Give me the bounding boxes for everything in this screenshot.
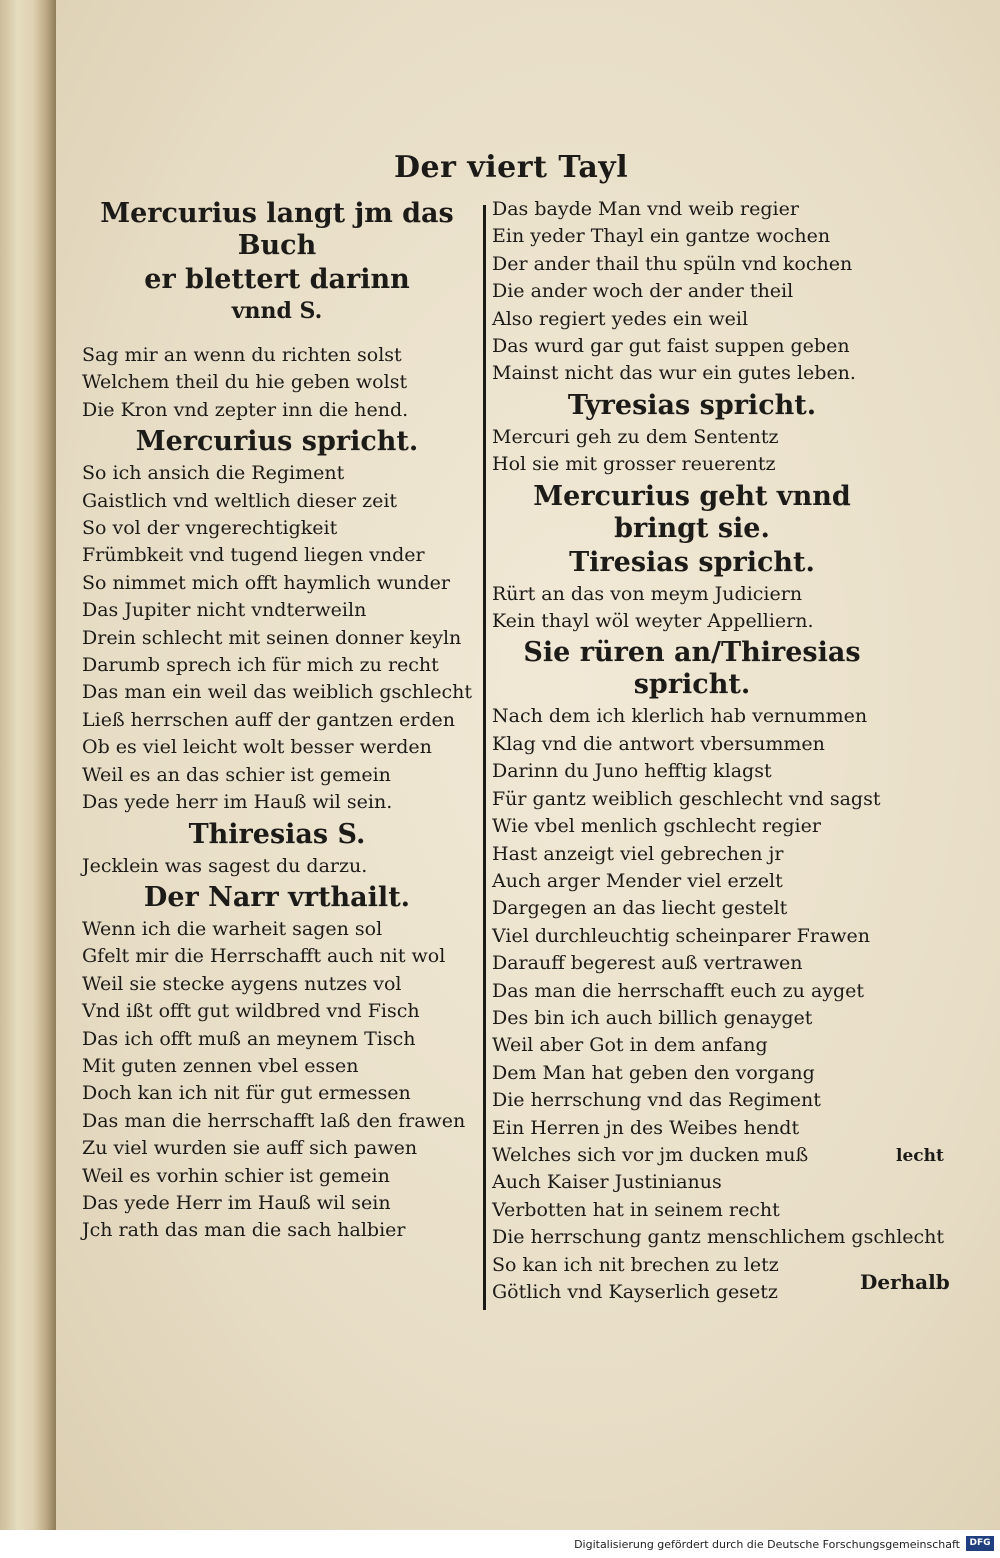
verse-line: Weil sie stecke aygens nutzes vol <box>82 972 402 995</box>
verse-line: Wenn ich die warheit sagen sol <box>82 917 383 940</box>
speaker-heading: Mercurius langt jm das Buch <box>100 198 454 261</box>
column-divider <box>483 205 486 1310</box>
verse-line: Das wurd gar gut faist suppen geben <box>492 335 850 358</box>
speaker-heading: Mercurius spricht. <box>135 426 419 458</box>
speaker-heading: vnnd S. <box>231 298 323 324</box>
verse-line: Klag vnd die antwort vbersummen <box>492 732 825 755</box>
footer-credit: Digitalisierung gefördert durch die Deutsche Forschungsgemeinschaft <box>574 1538 960 1551</box>
verse-line: Das man die herrschafft euch zu ayget <box>492 979 865 1002</box>
verse-line: Des bin ich auch billich genayget <box>492 1006 813 1029</box>
speaker-heading: Der Narr vrthailt. <box>143 881 411 913</box>
verse-line: Die Kron vnd zepter inn die hend. <box>82 398 409 421</box>
verse-line: Auch arger Mender viel erzelt <box>492 869 783 892</box>
verse-line: Die herrschung gantz menschlichem gschlecht <box>492 1226 945 1249</box>
verse-line: Verbotten hat in seinem recht <box>492 1198 780 1221</box>
footer <box>0 1530 1000 1558</box>
verse-line: Sag mir an wenn du richten solst <box>82 344 402 366</box>
speaker-heading: Tyresias spricht. <box>567 389 817 421</box>
verse-line: Drein schlecht mit seinen donner keyln <box>82 626 462 649</box>
verse-line: Dem Man hat geben den vorgang <box>492 1061 815 1084</box>
speaker-heading: Thiresias S. <box>188 818 366 850</box>
verse-line: Ob es viel leicht wolt besser werden <box>82 736 432 759</box>
verse-line: Der ander thail thu spüln vnd kochen <box>492 252 853 275</box>
verse-line: Welchem theil du hie geben wolst <box>82 371 408 394</box>
speaker-heading: Sie rüren an/Thiresias spricht. <box>523 637 861 701</box>
speaker-heading: Tiresias spricht. <box>569 546 815 578</box>
verse-line: Auch Kaiser Justinianus <box>492 1171 722 1194</box>
verse-line: Rürt an das von meym Judiciern <box>492 582 803 605</box>
verse-line: Dargegen an das liecht gestelt <box>492 897 788 920</box>
verse-line: Hol sie mit grosser reuerentz <box>492 453 776 476</box>
verse-line: Das yede Herr im Hauß wil sein <box>82 1191 391 1214</box>
verse-line: Die herrschung vnd das Regiment <box>492 1089 821 1112</box>
verse-line: Ließ herrschen auff der gantzen erden <box>82 708 455 731</box>
verse-line: Götlich vnd Kayserlich gesetz <box>492 1281 778 1303</box>
verse-line: Jecklein was sagest du darzu. <box>82 854 368 877</box>
verse-line: Zu viel wurden sie auff sich pawen <box>82 1137 418 1160</box>
verse-line: Jch rath das man die sach halbier <box>82 1219 406 1242</box>
verse-line: Kein thayl wöl weyter Appelliern. <box>492 610 814 633</box>
verse-line: Nach dem ich klerlich hab vernummen <box>492 705 868 728</box>
verse-line: Für gantz weiblich geschlecht vnd sagst <box>492 787 881 810</box>
verse-line: Darinn du Juno hefftig klagst <box>492 760 772 783</box>
verse-line: So vol der vngerechtigkeit <box>82 517 338 540</box>
margin-note: lecht <box>896 1146 944 1166</box>
verse-line: Darauff begerest auß vertrawen <box>492 952 803 975</box>
speaker-heading: Mercurius geht vnnd bringt sie. <box>533 480 851 544</box>
verse-line: Also regiert yedes ein weil <box>492 307 749 330</box>
verse-line: Das man ein weil das weiblich gschlecht <box>82 681 472 704</box>
catchword: Derhalb <box>860 1270 950 1294</box>
verse-line: Ein Herren jn des Weibes hendt <box>492 1116 800 1139</box>
spacer <box>82 330 472 342</box>
verse-line: Doch kan ich nit für gut ermessen <box>82 1082 411 1105</box>
verse-line: Das Jupiter nicht vndterweiln <box>82 599 367 622</box>
verse-line: Die ander woch der ander theil <box>492 280 794 303</box>
verse-line: Hast anzeigt viel gebrechen jr <box>492 842 784 865</box>
verse-line: Weil es an das schier ist gemein <box>82 763 391 786</box>
verse-line: Weil es vorhin schier ist gemein <box>82 1164 390 1187</box>
dfg-logo: DFG <box>966 1536 994 1551</box>
speaker-heading: er blettert darinn <box>144 264 410 295</box>
running-heading: Der viert Tayl <box>394 150 629 185</box>
verse-line: Das ich offt muß an meynem Tisch <box>82 1027 416 1050</box>
verse-line: Mit guten zennen vbel essen <box>82 1054 359 1077</box>
verse-line: Mainst nicht das wur ein gutes leben. <box>492 362 856 385</box>
left-column <box>82 196 472 1245</box>
verse-line: So kan ich nit brechen zu letz <box>492 1253 779 1276</box>
verse-line: So ich ansich die Regiment <box>82 462 345 485</box>
verse-line: Das man die herrschafft laß den frawen <box>82 1109 466 1132</box>
verse-line: Das bayde Man vnd weib regier <box>492 198 799 220</box>
verse-line: Weil aber Got in dem anfang <box>492 1034 768 1057</box>
verse-line: So nimmet mich offt haymlich wunder <box>82 571 450 594</box>
verse-line: Darumb sprech ich für mich zu recht <box>82 654 439 677</box>
verse-line: Ein yeder Thayl ein gantze wochen <box>492 225 831 248</box>
verse-line: Frümbkeit vnd tugend liegen vnder <box>82 544 425 567</box>
verse-line: Das yede herr im Hauß wil sein. <box>82 791 393 814</box>
verse-line: Mercuri geh zu dem Sententz <box>492 425 779 448</box>
verse-line: Wie vbel menlich gschlecht regier <box>492 815 821 838</box>
verse-line: Gaistlich vnd weltlich dieser zeit <box>82 489 398 512</box>
verse-line: Vnd ißt offt gut wildbred vnd Fisch <box>82 1000 420 1023</box>
verse-line: Gfelt mir die Herrschafft auch nit wol <box>82 945 446 968</box>
verse-line: Welches sich vor jm ducken muß <box>492 1143 809 1166</box>
verse-line: Viel durchleuchtig scheinparer Frawen <box>492 924 870 947</box>
